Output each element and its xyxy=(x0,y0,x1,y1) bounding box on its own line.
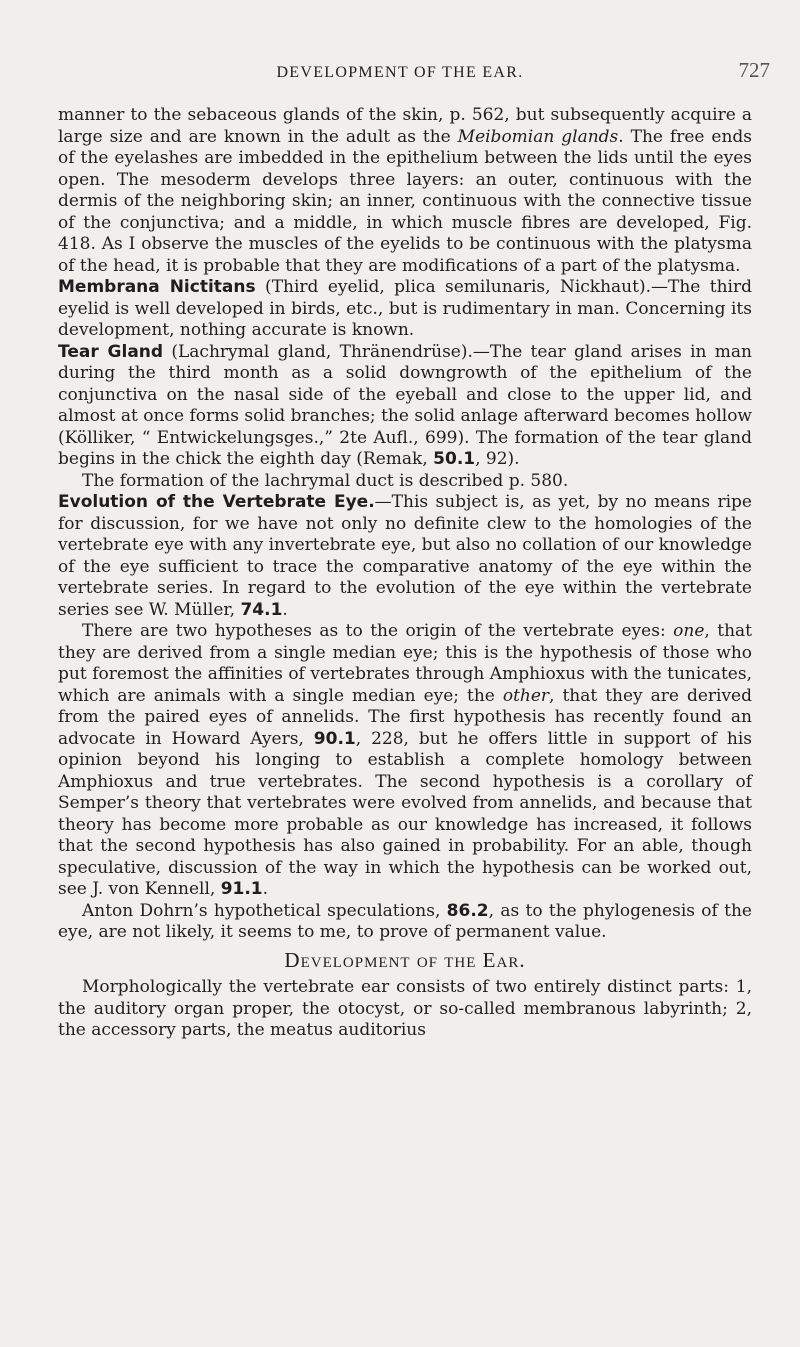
paragraph-lachrymal-duct: The formation of the lachrymal duct is described p. 580. xyxy=(82,470,569,491)
meibomian-term: Meibomian glands xyxy=(457,126,619,147)
reference-number: 50.1 xyxy=(433,449,476,469)
running-head: DEVELOPMENT OF THE EAR. xyxy=(276,64,524,81)
page-number: 727 xyxy=(738,58,770,82)
reference-number: 74.1 xyxy=(240,599,283,620)
paragraph-evolution: Evolution of the Vertebrate Eye.—This subject is, as yet, by no means ripe for discussion, for we have not only no definite clew to the homologies of the vertebrate eye with any invertebrate eye, but also no collation of our knowledge of the eye sufficient to trace the comparative anatomy of the eye within the vertebrate series. In regard to the evolution of the eye within the vertebrate series see W. Müller, 74.1. xyxy=(58,492,752,620)
reference-number: 90.1 xyxy=(313,728,356,749)
heading-tear-gland: Tear Gland xyxy=(58,341,164,362)
reference-number: 91.1 xyxy=(220,879,263,899)
paragraph-ear: Morphologically the vertebrate ear consists of two entirely distinct parts: 1, the auditory organ proper, the otocyst, or so-called membranous labyrinth; 2, the accessory parts, the meatus auditorius xyxy=(58,977,752,1040)
page-header xyxy=(0,58,800,92)
body-text xyxy=(58,105,752,1042)
reference-number: 86.2 xyxy=(446,900,489,921)
section-title: Development of the Ear. xyxy=(284,947,526,972)
heading-membrana-nictitans: Membrana Nictitans xyxy=(58,277,256,297)
emphasis-one: one xyxy=(673,621,705,641)
paragraph-hypotheses: There are two hypotheses as to the origin of the vertebrate eyes: one, that they are derived from a single median eye; this is the hypothesis of those who put foremost the affinities of vertebrates through Amphioxus with the tunicates, which are animals with a single median eye; the other, that they are derived from the paired eyes of annelids. The first hypothesis has recently found an advocate in Howard Ayers, 90.1, 228, but he offers little in support of his opinion beyond his longing to establish a complete homology between Amphioxus and true vertebrates. The second hypothesis is a corollary of Semper’s theory that vertebrates were evolved from annelids, and because that theory has become more probable as our knowledge has increased, it follows that the second hypothesis has also gained in probability. For an able, though speculative, discussion of the way in which the hypothesis can be worked out, see J. von Kennell, 91.1. xyxy=(58,621,753,899)
emphasis-other: other xyxy=(502,685,550,706)
paragraph-meibomian: manner to the sebaceous glands of the skin, p. 562, but subsequently acquire a large size and are known in the adult as the Meibomian glands. The free ends of the eyelashes are imbedded in the epithelium between the lids until the eyes open. The mesoderm develops three layers: an outer, continuous with the dermis of the neighboring skin; an inner, continuous with the connective tissue of the conjunctiva; and a middle, in which muscle fibres are developed, Fig. 418. As I observe the muscles of the eyelids to be continuous with the platysma of the head, it is probable that they are modifications of a part of the platysma. xyxy=(58,105,753,276)
paragraph-tear-gland: Tear Gland (Lachrymal gland, Thränendrüse).—The tear gland arises in man during the third month as a solid downgrowth of the epithelium of the conjunctiva on the nasal side of the eyeball and close to the upper lid, and almost at once forms solid branches; the solid anlage afterward becomes hollow (Kölliker, “ Entwickelungsges.,” 2te Aufl., 699). The formation of the tear gland begins in the chick the eighth day (Remak, 50.1, 92). xyxy=(58,341,752,469)
heading-evolution-vertebrate-eye: Evolution of the Vertebrate Eye. xyxy=(58,492,375,512)
paragraph-dohrn: Anton Dohrn’s hypothetical speculations, 86.2, as to the phylogenesis of the eye, are not likely, it seems to me, to prove of permanent value. xyxy=(58,900,752,942)
paragraph-membrana-nictitans: Membrana Nictitans (Third eyelid, plica semilunaris, Nickhaut).—The third eyelid is well developed in birds, etc., but is rudimentary in man. Concerning its development, nothing accurate is known. xyxy=(58,277,752,340)
